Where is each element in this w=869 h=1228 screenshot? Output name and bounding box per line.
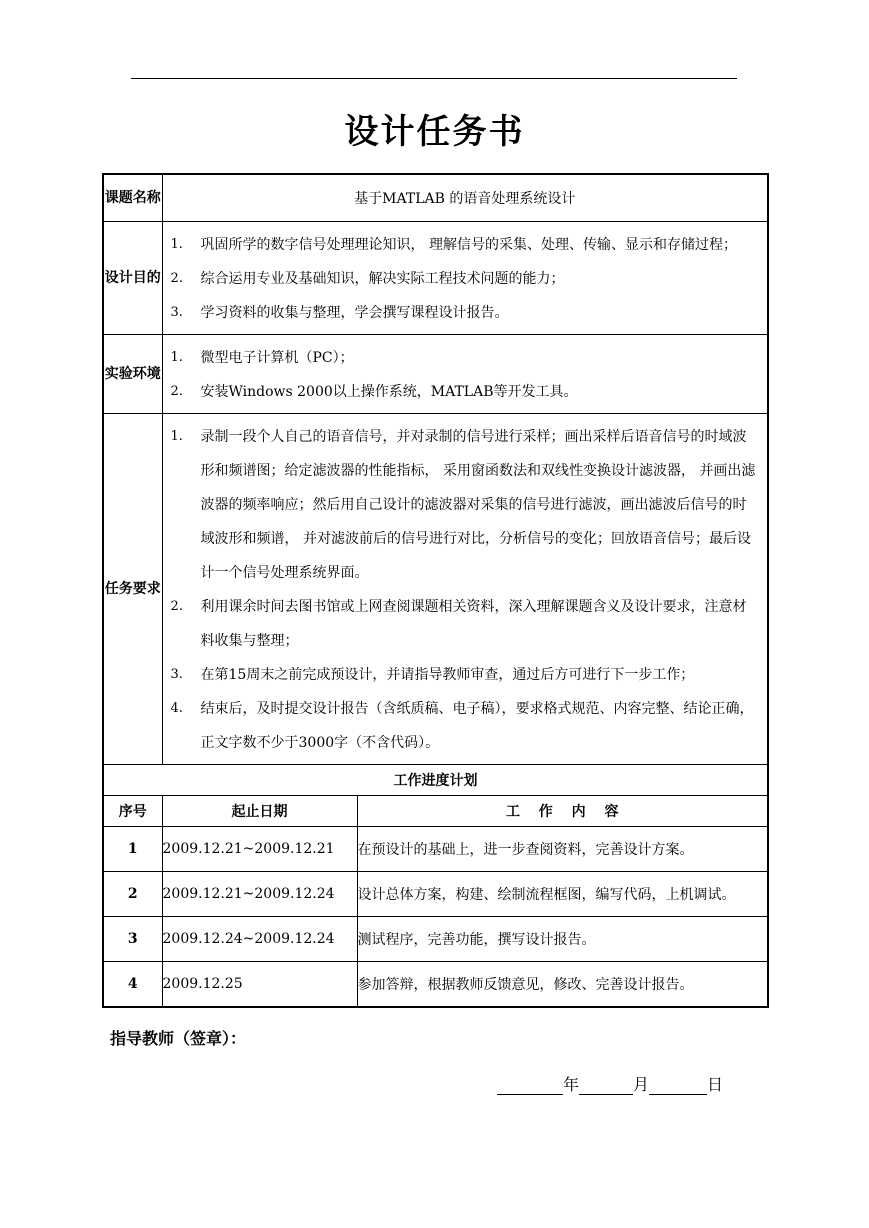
column-header-content: 工 作 内 容 [357,796,768,827]
row-seq: 1 [103,827,162,872]
topic-row [103,174,768,222]
column-header-seq: 序号 [103,796,162,827]
header-rule [131,78,737,79]
row-content: 测试程序，完善功能，撰写设计报告。 [357,917,768,962]
column-header-date: 起止日期 [162,796,357,827]
row-date: 2009.12.21~2009.12.24 [162,872,357,917]
purpose-list [163,222,768,334]
table-row [103,917,768,962]
supervisor-signature-label: 指导教师（签章）： [110,1029,247,1048]
schedule-header-row [103,796,768,827]
table-row [103,872,768,917]
table-row [103,827,768,872]
row-content: 参加答辩，根据教师反馈意见，修改、完善设计报告。 [357,962,768,1008]
day-blank [649,1076,707,1095]
row-date: 2009.12.25 [162,962,357,1008]
requirements-label: 任务要求 [103,414,162,765]
requirements-content [162,414,768,765]
list-item: 1. 录制一段个人自己的语音信号，并对录制的信号进行采样；画出采样后语音信号的时域波形和频谱图；给定滤波器的性能指标， 采用窗函数法和双线性变换设计滤波器， 并画出滤波器的频率响应；然后用自己设计的滤波器对采集的信号进行滤波，画出滤波后信号的时域波形和频谱， 并对滤波前后的信号进行对比，分析信号的变化；回放语音信号；最后设计一个信号处理系统界面。 [170,429,756,581]
purpose-label: 设计目的 [103,222,162,335]
signature-date [497,1072,723,1095]
month-blank [579,1076,633,1095]
task-table [102,173,769,1008]
row-content: 在预设计的基础上，进一步查阅资料，完善设计方案。 [357,827,768,872]
row-date: 2009.12.24~2009.12.24 [162,917,357,962]
list-item: 3. 在第15周末之前完成预设计，并请指导教师审查，通过后方可进行下一步工作； [170,667,695,683]
year-label: 年 [563,1075,580,1094]
schedule-title-row [103,765,768,796]
schedule-title: 工作进度计划 [103,765,768,796]
list-item: 2. 综合运用专业及基础知识，解决实际工程技术问题的能力； [170,271,565,287]
list-item: 3. 学习资料的收集与整理，学会撰写课程设计报告。 [170,305,509,321]
topic-value: 基于MATLAB 的语音处理系统设计 [162,174,768,222]
row-seq: 4 [103,962,162,1008]
row-content: 设计总体方案，构建、绘制流程框图，编写代码，上机调试。 [357,872,768,917]
list-item: 2. 安装Windows 2000以上操作系统，MATLAB等开发工具。 [170,384,578,400]
requirements-list [163,414,768,764]
month-label: 月 [633,1075,650,1094]
list-item: 1. 微型电子计算机（PC）； [170,350,354,366]
list-item: 1. 巩固所学的数字信号处理理论知识， 理解信号的采集、处理、传输、显示和存储过程； [170,237,737,253]
page-title: 设计任务书 [344,112,525,152]
environment-content [162,335,768,414]
row-date: 2009.12.21~2009.12.21 [162,827,357,872]
topic-label: 课题名称 [103,174,162,222]
requirements-row [103,414,768,765]
year-blank [497,1076,563,1095]
row-seq: 3 [103,917,162,962]
environment-label: 实验环境 [103,335,162,414]
row-seq: 2 [103,872,162,917]
environment-list [163,335,768,413]
environment-row [103,335,768,414]
purpose-content [162,222,768,335]
purpose-row [103,222,768,335]
day-label: 日 [707,1075,724,1094]
list-item: 2. 利用课余时间去图书馆或上网查阅课题相关资料，深入理解课题含义及设计要求，注意材料收集与整理； [170,599,747,649]
table-row [103,962,768,1008]
list-item: 4. 结束后，及时提交设计报告（含纸质稿、电子稿），要求格式规范、内容完整、结论正确，正文字数不少于3000字（不含代码）。 [170,701,754,751]
